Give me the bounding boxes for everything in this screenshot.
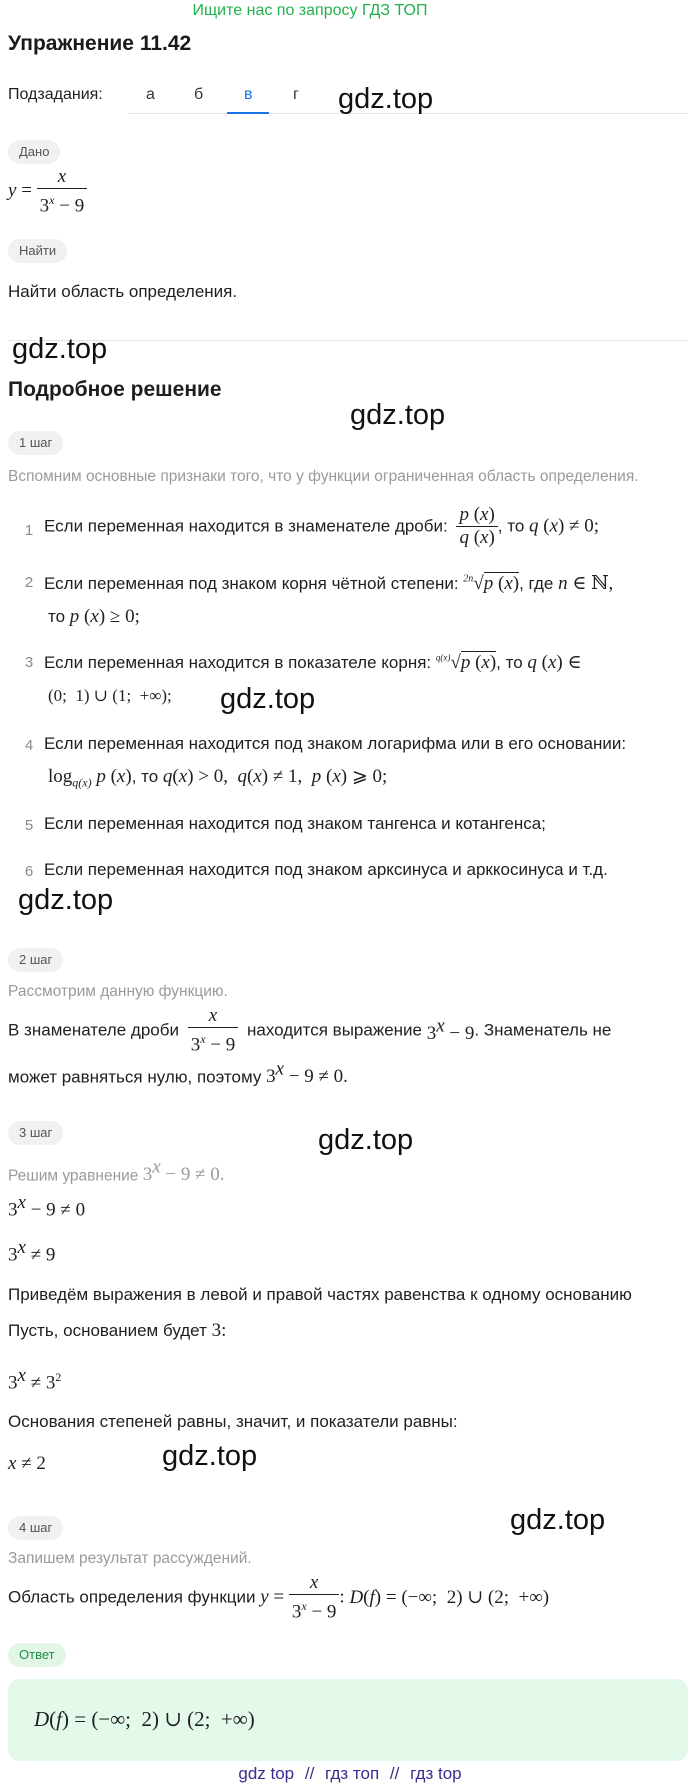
text: Пусть, основанием будет	[8, 1321, 207, 1340]
step-1-intro: Вспомним основные признаки того, что у функции ограниченная область определения.	[8, 468, 639, 485]
answer-badge: Ответ	[8, 1643, 66, 1667]
equation-3: $3^x \ne 3^2$	[8, 1365, 62, 1394]
watermark: gdz.top	[18, 884, 114, 916]
given-badge: Дано	[8, 140, 60, 164]
watermark: gdz.top	[12, 333, 108, 365]
find-text: Найти область определения.	[8, 282, 238, 301]
rule-number: 4	[24, 737, 34, 754]
watermark: gdz.top	[350, 399, 446, 431]
page-title: Упражнение 11.42	[8, 32, 192, 55]
rule-5: Если переменная находится под знаком тангенса и котангенса;	[44, 814, 546, 833]
rule-number: 5	[24, 817, 34, 834]
footer-link[interactable]: gdz top	[238, 1764, 295, 1783]
rule-3-cont: (0; 1) ∪ (1; +∞);	[48, 686, 172, 705]
rule-2-cont: то p (x) ≥ 0;	[48, 606, 140, 627]
step-4-line: Область определения функции y = $\frac{x}{3^x - 9}$ : D(f) = (−∞; 2) ∪ (2; +∞)	[8, 1572, 550, 1623]
given-formula: y = $\frac{x}{3^x - 9}$	[8, 166, 87, 217]
tab-active-underline	[227, 112, 269, 114]
footer-link[interactable]: гдз топ	[325, 1764, 380, 1783]
rule-1: Если переменная находится в знаменателе дроби: $\frac{p (x)}{q (x)}$ , то q (x) ≠ 0;	[44, 504, 600, 548]
text: Область определения функции	[8, 1587, 256, 1607]
step-4-badge: 4 шаг	[8, 1516, 63, 1540]
text: Решим уравнение	[8, 1167, 139, 1185]
rule-4: Если переменная находится под знаком логарифма или в его основании:	[44, 734, 627, 753]
equation-2: $3^x \ne 9$	[8, 1237, 56, 1266]
rule-text: Если переменная находится в показателе корня:	[44, 653, 432, 672]
watermark: gdz.top	[510, 1504, 606, 1536]
rule-number: 1	[24, 522, 34, 539]
rule-after: то	[48, 607, 66, 626]
subtasks-label: Подзадания:	[8, 86, 103, 103]
rule-after: , где	[519, 574, 554, 593]
top-banner[interactable]: Ищите нас по запросу ГДЗ ТОП	[192, 2, 428, 19]
watermark: gdz.top	[338, 83, 434, 115]
rule-number: 2	[24, 574, 34, 591]
step-3-text-3: Основания степеней равны, значит, и показатели равны:	[8, 1412, 458, 1431]
answer-box	[8, 1679, 688, 1761]
text: В знаменателе дроби	[8, 1020, 179, 1040]
rule-4-cont: $\log_{q(x)} p$ (x), то q(x) > 0, q(x) ≠ 1, p (x) ⩾ 0;	[48, 766, 388, 790]
rule-6: Если переменная находится под знаком арксинуса и арккосинуса и т.д.	[44, 860, 608, 879]
tab-v[interactable]: в	[244, 86, 253, 103]
solution-title: Подробное решение	[8, 378, 222, 401]
step-3-text-2: Пусть, основанием будет 3:	[8, 1320, 227, 1341]
section-divider	[8, 340, 688, 341]
find-badge: Найти	[8, 239, 67, 263]
text: может равняться нулю, поэтому	[8, 1067, 262, 1087]
watermark: gdz.top	[318, 1124, 414, 1156]
watermark: gdz.top	[162, 1440, 258, 1472]
footer	[0, 1764, 700, 1784]
step-3-text-1: Приведём выражения в левой и правой частях равенства к одному основанию	[8, 1285, 632, 1304]
step-2-line-1: В знаменателе дроби $\frac{x}{3^x - 9}$ находится выражение $3^x - 9$. Знаменатель не	[8, 1005, 612, 1056]
rule-number: 6	[24, 863, 34, 880]
step-4-intro: Запишем результат рассуждений.	[8, 1550, 252, 1567]
rule-after: , то	[496, 653, 523, 672]
tab-a[interactable]: а	[146, 86, 155, 103]
step-1-badge: 1 шаг	[8, 431, 63, 455]
equation-4: x ≠ 2	[8, 1453, 46, 1474]
rule-2: Если переменная под знаком корня чётной степени: $^{2n}$√p (x), где n ∈ ℕ,	[44, 573, 614, 594]
step-3-intro: Решим уравнение $3^x - 9 \ne 0$.	[8, 1157, 225, 1186]
equation-1: $3^x - 9 \ne 0$	[8, 1192, 86, 1221]
rule-after: , то	[497, 516, 525, 536]
footer-separator: //	[389, 1764, 400, 1783]
step-2-intro: Рассмотрим данную функцию.	[8, 983, 228, 1000]
footer-link[interactable]: гдз top	[410, 1764, 462, 1783]
text: находится выражение	[246, 1020, 422, 1040]
rule-text: Если переменная под знаком корня чётной степени:	[44, 574, 459, 593]
rule-number: 3	[24, 654, 34, 671]
step-2-line-2: может равняться нулю, поэтому $3^x - 9 \ne 0$.	[8, 1059, 348, 1088]
footer-separator: //	[304, 1764, 315, 1783]
rule-text: Если переменная находится в знаменателе дроби:	[44, 516, 448, 536]
watermark: gdz.top	[220, 683, 316, 715]
tab-g[interactable]: г	[293, 86, 299, 103]
rule-3: Если переменная находится в показателе корня: $^{q(x)}$√p (x), то q (x) ∈	[44, 652, 582, 673]
tab-b[interactable]: б	[194, 86, 204, 103]
rule-after: , то	[131, 767, 159, 786]
step-3-badge: 3 шаг	[8, 1121, 63, 1145]
text: . Знаменатель не	[474, 1020, 612, 1040]
answer-formula: D(f) = (−∞; 2) ∪ (2; +∞)	[34, 1707, 255, 1731]
step-2-badge: 2 шаг	[8, 948, 63, 972]
